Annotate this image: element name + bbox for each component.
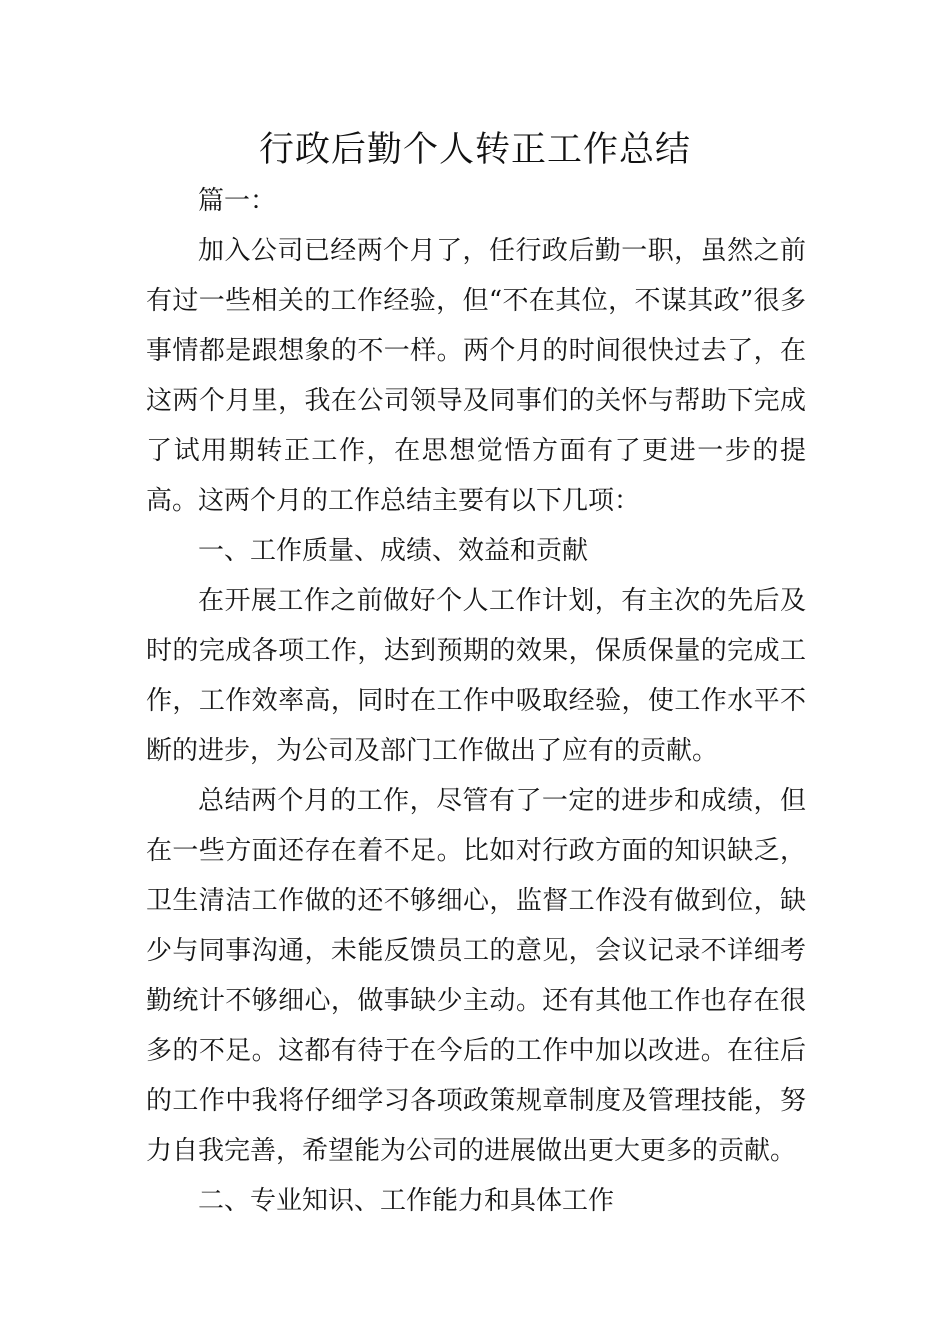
section-heading: 二、专业知识、工作能力和具体工作 [198, 1186, 615, 1216]
document-title: 行政后勤个人转正工作总结 [258, 130, 691, 170]
document-body [146, 176, 806, 1226]
body-paragraph: 加入公司已经两个月了，任行政后勤一职，虽然之前有过一些相关的工作经验，但“不在其位，不谋其政”很多事情都是跟想象的不一样。两个月的时间很快过去了，在这两个月里，我在公司领导及同事们的关怀与帮助下完成了试用期转正工作，在思想觉悟方面有了更进一步的提高。这两个月的工作总结主要有以下几项： [146, 236, 806, 516]
section-label: 篇一： [198, 186, 277, 216]
section-heading: 一、工作质量、成绩、效益和贡献 [198, 536, 589, 566]
body-paragraph: 在开展工作之前做好个人工作计划，有主次的先后及时的完成各项工作，达到预期的效果，保质保量的完成工作，工作效率高，同时在工作中吸取经验，使工作水平不断的进步，为公司及部门工作做出了应有的贡献。 [146, 586, 806, 766]
body-paragraph: 总结两个月的工作，尽管有了一定的进步和成绩，但在一些方面还存在着不足。比如对行政方面的知识缺乏，卫生清洁工作做的还不够细心，监督工作没有做到位，缺少与同事沟通，未能反馈员工的意见，会议记录不详细考勤统计不够细心，做事缺少主动。还有其他工作也存在很多的不足。这都有待于在今后的工作中加以改进。在往后的工作中我将仔细学习各项政策规章制度及管理技能，努力自我完善，希望能为公司的进展做出更大更多的贡献。 [146, 786, 806, 1166]
